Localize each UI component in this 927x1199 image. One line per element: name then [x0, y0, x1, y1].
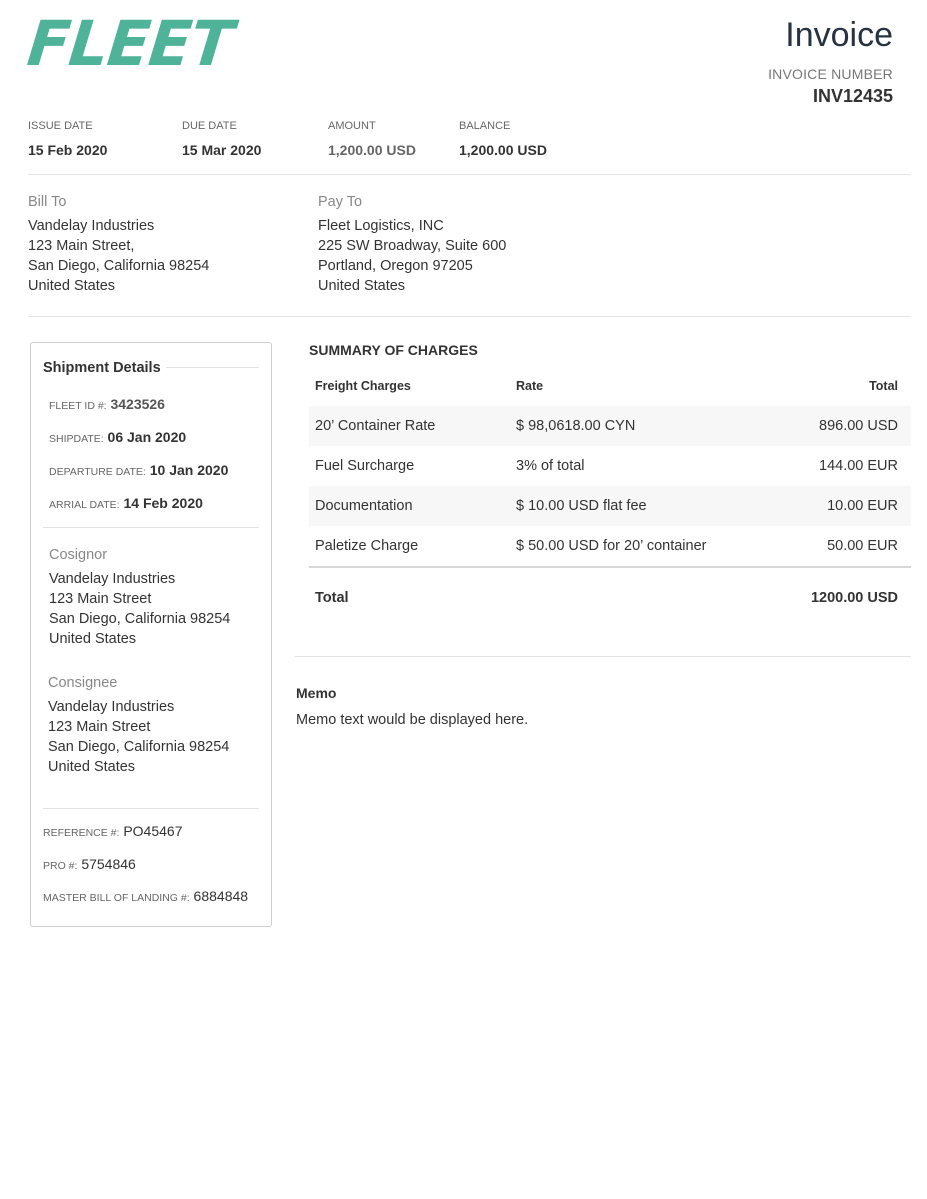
address-line: United States [318, 278, 406, 294]
due-date-value: 15 Mar 2020 [182, 142, 262, 158]
departure-date [49, 462, 228, 478]
address-line: United States [48, 759, 136, 775]
charge-rate: $ 10.00 USD flat fee [516, 498, 647, 514]
column-header-rate: Rate [516, 379, 544, 393]
issue-date-label: ISSUE DATE [28, 120, 93, 132]
reference-number [43, 823, 183, 839]
charge-rate: 3% of total [516, 458, 585, 474]
charge-name: Documentation [315, 498, 413, 514]
reference-value: PO45467 [123, 823, 183, 839]
amount-group [328, 120, 416, 158]
address-line: Vandelay Industries [28, 218, 155, 234]
consignor-heading: Cosignor [49, 547, 108, 563]
address-line: 225 SW Broadway, Suite 600 [318, 238, 507, 254]
address-line: 123 Main Street [49, 591, 152, 607]
invoice-number-label: INVOICE NUMBER [768, 66, 893, 82]
pay-to-heading: Pay To [318, 194, 363, 210]
balance-group [459, 120, 547, 158]
table-header-row [309, 366, 911, 406]
pay-to [318, 192, 506, 296]
memo-text: Memo text would be displayed here. [296, 712, 529, 728]
divider [28, 316, 911, 317]
issue-date-value: 15 Feb 2020 [28, 142, 108, 158]
memo-title: Memo [296, 685, 337, 701]
address-line: 123 Main Street [48, 719, 151, 735]
bill-to-heading: Bill To [28, 194, 67, 210]
reference-label: REFERENCE #: [43, 827, 120, 839]
consignee [48, 673, 229, 777]
divider [166, 367, 259, 368]
charge-rate: $ 50.00 USD for 20’ container [516, 538, 707, 554]
charge-rate: $ 98,0618.00 CYN [516, 418, 636, 434]
master-bill-label: MASTER BILL OF LANDING #: [43, 892, 190, 904]
address-line: San Diego, California 98254 [28, 258, 210, 274]
arrival-date [49, 495, 203, 511]
table-row [309, 486, 911, 526]
fleet-id-value: 3423526 [110, 396, 165, 412]
address-line: Vandelay Industries [49, 571, 176, 587]
divider [28, 174, 911, 175]
invoice-number: INV12435 [812, 86, 893, 106]
column-header-total: Total [869, 379, 898, 393]
shipdate-value: 06 Jan 2020 [107, 429, 187, 445]
divider [43, 527, 259, 528]
address-line: San Diego, California 98254 [48, 739, 230, 755]
arrival-date-value: 14 Feb 2020 [123, 495, 203, 511]
pro-value: 5754846 [81, 856, 136, 872]
due-date-label: DUE DATE [182, 120, 237, 132]
address-line: Portland, Oregon 97205 [318, 258, 473, 274]
charge-total: 896.00 USD [819, 418, 898, 434]
amount-value: 1,200.00 USD [328, 142, 416, 158]
shipment-details-card [30, 342, 272, 927]
arrival-date-label: ARRIAL DATE: [49, 499, 120, 511]
charge-total: 50.00 EUR [827, 538, 898, 554]
fleet-logo: FLEET [24, 7, 236, 80]
charges-table [309, 366, 911, 628]
master-bill-number [43, 888, 248, 904]
invoice-title: Invoice [785, 16, 893, 54]
address-line: San Diego, California 98254 [49, 611, 231, 627]
address-line: Vandelay Industries [48, 699, 175, 715]
total-row [309, 568, 911, 628]
divider [43, 808, 259, 809]
charge-total: 10.00 EUR [827, 498, 898, 514]
shipdate-label: SHIPDATE: [49, 433, 104, 445]
total-value: 1200.00 USD [810, 590, 898, 606]
balance-label: BALANCE [459, 120, 511, 132]
shipdate [49, 429, 186, 445]
consignor [49, 545, 230, 649]
issue-date-group [28, 120, 107, 158]
amount-label: AMOUNT [328, 120, 376, 132]
pro-label: PRO #: [43, 860, 78, 872]
address-line: 123 Main Street, [28, 238, 135, 254]
total-label: Total [315, 590, 349, 606]
table-row [309, 526, 911, 566]
charge-name: 20’ Container Rate [315, 418, 436, 434]
summary-of-charges-title: SUMMARY OF CHARGES [309, 342, 478, 358]
table-row [309, 446, 911, 486]
divider [295, 656, 911, 657]
address-line: United States [49, 631, 137, 647]
master-bill-value: 6884848 [193, 888, 249, 904]
departure-date-label: DEPARTURE DATE: [49, 466, 146, 478]
shipment-details-title: Shipment Details [43, 360, 161, 376]
table-row [309, 406, 911, 446]
fleet-id-label: FLEET ID #: [49, 400, 107, 412]
bill-to [28, 192, 209, 296]
pro-number [43, 856, 136, 872]
address-line: United States [28, 278, 116, 294]
address-line: Fleet Logistics, INC [318, 218, 444, 234]
consignee-heading: Consignee [48, 675, 118, 691]
fleet-id [49, 396, 165, 412]
charge-name: Paletize Charge [315, 538, 419, 554]
balance-value: 1,200.00 USD [459, 142, 547, 158]
column-header-freight-charges: Freight Charges [315, 379, 411, 393]
due-date-group [182, 120, 261, 158]
charge-name: Fuel Surcharge [315, 458, 415, 474]
departure-date-value: 10 Jan 2020 [149, 462, 229, 478]
charge-total: 144.00 EUR [819, 458, 898, 474]
